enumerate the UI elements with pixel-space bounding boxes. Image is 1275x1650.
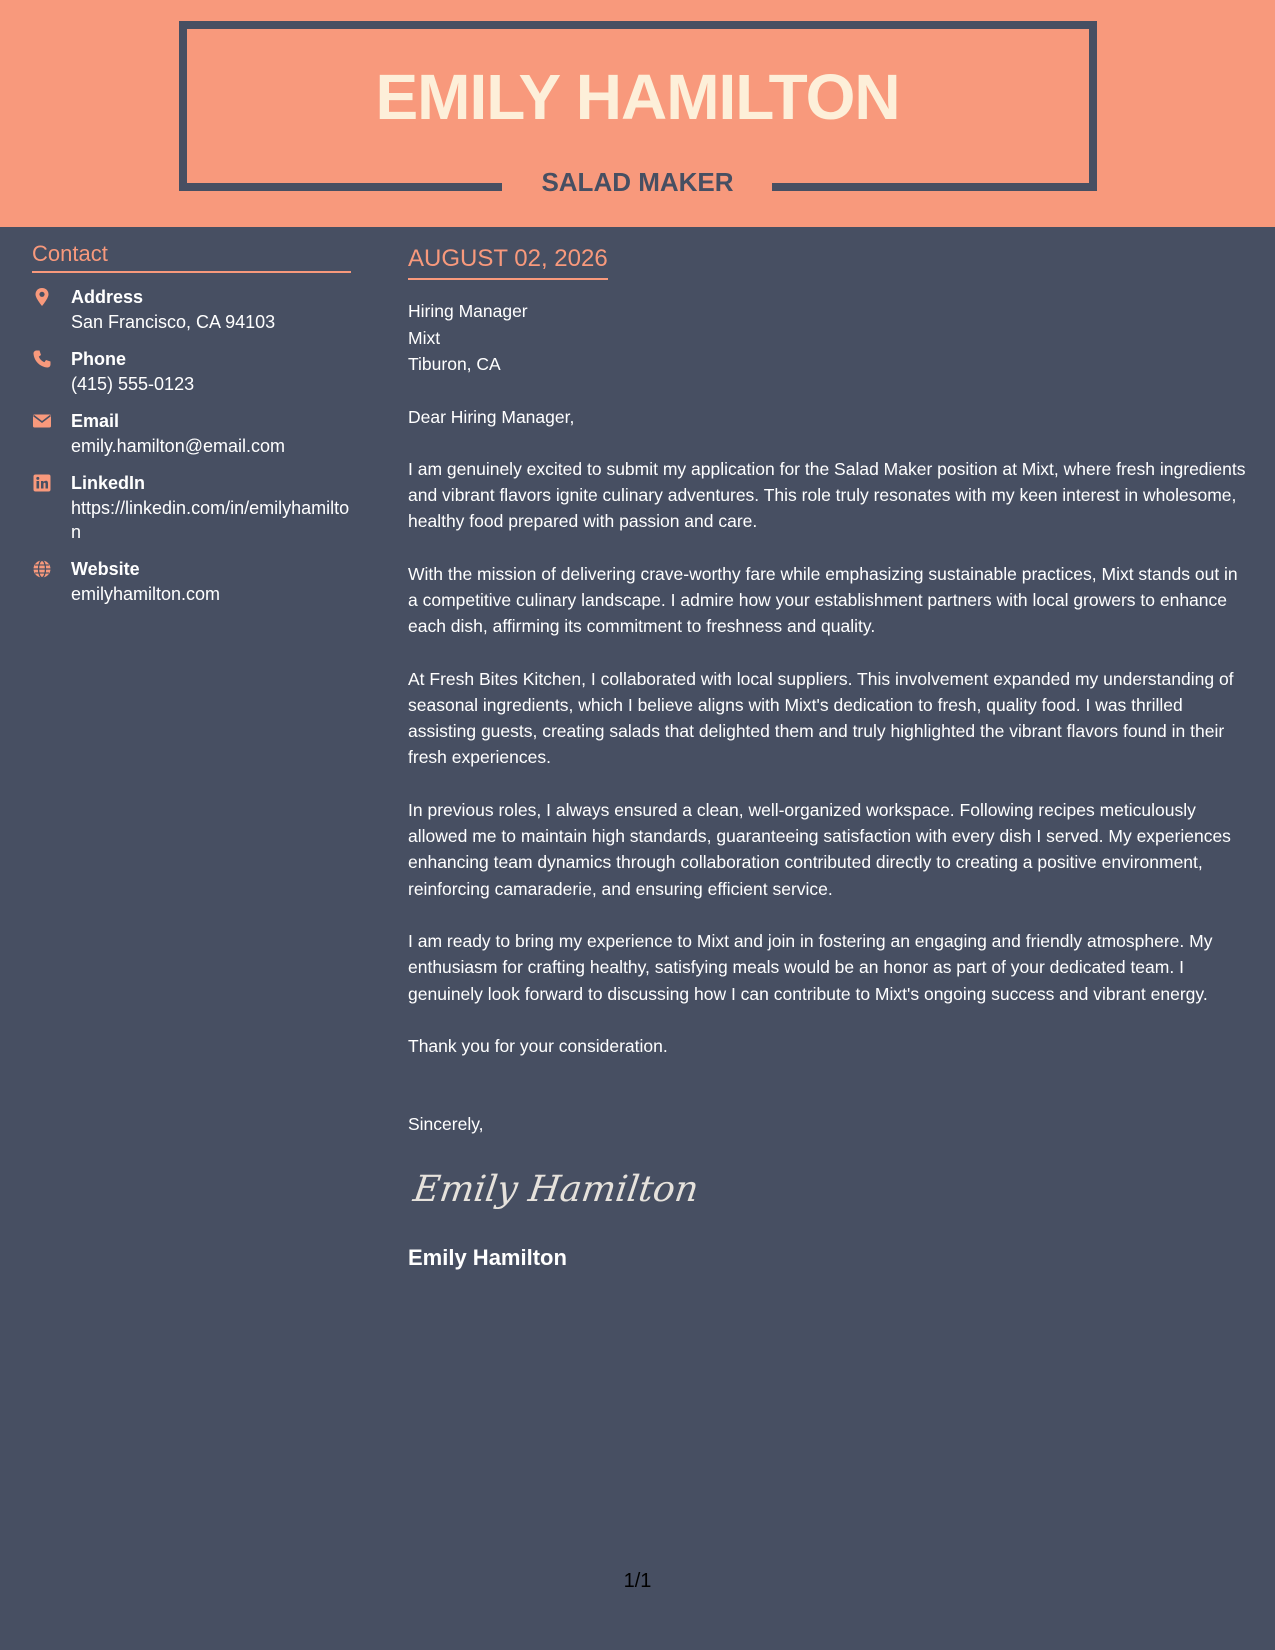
contact-label: LinkedIn	[71, 473, 146, 493]
letter-paragraph: With the mission of delivering crave-worthy fare while emphasizing sustainable practices, Mixt stands out in a competitive culinary landscape. I admire how your establishment partners with local growers to enhance each dish, affirming its commitment to freshness and quality.	[408, 563, 1238, 637]
letter-paragraph: I am ready to bring my experience to Mixt and join in fostering an engaging and friendly atmosphere. My enthusiasm for crafting healthy, satisfying meals would be an honor as part of your dedicated team. I genuinely look forward to discussing how I can contribute to Mixt's ongoing success and vibrant energy.	[408, 930, 1213, 1004]
contact-website	[32, 557, 351, 606]
contact-value: emilyhamilton.com	[71, 584, 221, 604]
job-title: SALAD MAKER	[541, 167, 734, 197]
letter-paragraph: I am genuinely excited to submit my application for the Salad Maker position at Mixt, where fresh ingredients and vibrant flavors ignite culinary adventures. This role truly resonates with my keen interest in wholesome, healthy food prepared with passion and care.	[408, 458, 1246, 532]
closing-line: Sincerely,	[408, 1114, 484, 1135]
recipient-block	[408, 298, 1248, 378]
contact-value: (415) 555-0123	[71, 374, 195, 394]
greeting: Dear Hiring Manager,	[408, 406, 575, 427]
letter-body	[408, 244, 1248, 1271]
thanks-line: Thank you for your consideration.	[408, 1035, 668, 1056]
contact-address	[32, 285, 351, 334]
signature-text: Emily Hamilton	[410, 1167, 702, 1211]
contact-label: Email	[71, 411, 120, 431]
contact-linkedin	[32, 471, 351, 544]
linkedin-icon	[32, 473, 52, 493]
header-banner	[0, 0, 1275, 227]
recipient-location: Tiburon, CA	[408, 354, 501, 374]
signer-name: Emily Hamilton	[408, 1244, 567, 1270]
phone-icon	[32, 349, 52, 369]
location-pin-icon	[32, 287, 52, 307]
recipient-company: Mixt	[408, 327, 441, 348]
handwritten-signature	[410, 1159, 702, 1219]
contact-list	[32, 285, 351, 606]
letter-paragraph: At Fresh Bites Kitchen, I collaborated with local suppliers. This involvement expanded my understanding of seasonal ingredients, which I believe aligns with Mixt's dedication to fresh, quality food. I was thrilled assisting guests, creating salads that delighted them and truly highlighted the vibrant flavors found in their fresh experiences.	[408, 668, 1234, 768]
applicant-name: EMILY HAMILTON	[375, 61, 900, 133]
contact-sidebar	[32, 241, 351, 619]
contact-heading: Contact	[32, 241, 351, 273]
contact-phone	[32, 347, 351, 396]
contact-value: San Francisco, CA 94103	[71, 312, 276, 332]
letter-paragraph: In previous roles, I always ensured a clean, well-organized workspace. Following recipes meticulously allowed me to maintain high standards, guaranteeing satisfaction with every dish I served. My experiences enhancing team dynamics through collaboration contributed directly to creating a positive environment, reinforcing camaraderie, and ensuring efficient service.	[408, 799, 1231, 899]
contact-label: Address	[71, 287, 144, 307]
letter-date: AUGUST 02, 2026	[408, 244, 608, 280]
contact-email	[32, 409, 351, 458]
contact-label: Phone	[71, 349, 127, 369]
globe-icon	[32, 559, 52, 579]
recipient-title: Hiring Manager	[408, 301, 528, 321]
page-number: 1/1	[623, 1570, 652, 1592]
contact-value: emily.hamilton@email.com	[71, 436, 285, 456]
contact-label: Website	[71, 559, 140, 579]
envelope-icon	[32, 411, 52, 431]
contact-value: https://linkedin.com/in/emilyhamilton	[71, 498, 350, 542]
